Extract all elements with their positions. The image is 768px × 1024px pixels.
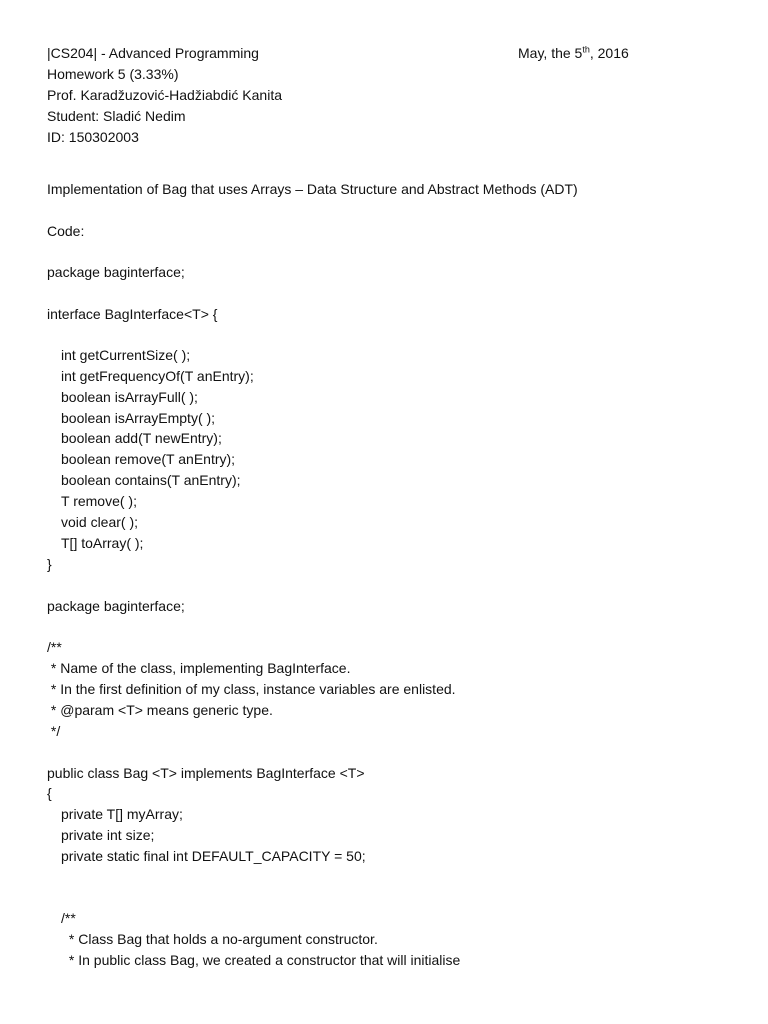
code-label: Code: [47,223,85,239]
professor-name: Prof. Karadžuzović-Hadžiabdić Kanita [47,87,283,103]
code-line: private static final int DEFAULT_CAPACITY = 50; [61,848,366,864]
comment-line: * In the first definition of my class, instance variables are enlisted. [47,681,456,697]
date: May, the 5th, 2016 [518,44,629,61]
code-line: package baginterface; [47,264,185,280]
course-title: |CS204| - Advanced Programming [47,45,259,61]
homework-title: Homework 5 (3.33%) [47,66,179,82]
code-line: package baginterface; [47,598,185,614]
comment-line: */ [47,723,61,739]
code-line: } [47,556,52,572]
code-line: private int size; [61,827,155,843]
code-line: public class Bag <T> implements BagInterface <T> [47,765,365,781]
comment-line: * Class Bag that holds a no-argument constructor. [65,931,378,947]
comment-line: * @param <T> means generic type. [47,702,273,718]
comment-line: /** [61,910,76,926]
document-title: Implementation of Bag that uses Arrays – Data Structure and Abstract Methods (ADT) [47,181,578,197]
code-line: int getFrequencyOf(T anEntry); [61,368,254,384]
code-line: boolean isArrayFull( ); [61,389,198,405]
code-line: boolean isArrayEmpty( ); [61,410,216,426]
code-line: boolean add(T newEntry); [61,430,222,446]
code-line: interface BagInterface<T> { [47,306,218,322]
code-line: T remove( ); [61,493,137,509]
code-line: { [47,785,52,801]
comment-line: * Name of the class, implementing BagInterface. [47,660,351,676]
code-line: boolean remove(T anEntry); [61,451,236,467]
student-id: ID: 150302003 [47,129,139,145]
code-line: void clear( ); [61,514,139,530]
student-name: Student: Sladić Nedim [47,108,186,124]
comment-line: * In public class Bag, we created a constructor that will initialise [65,952,461,968]
code-line: T[] toArray( ); [61,535,144,551]
code-line: int getCurrentSize( ); [61,347,191,363]
code-line: private T[] myArray; [61,806,183,822]
comment-line: /** [47,639,62,655]
code-line: boolean contains(T anEntry); [61,472,241,488]
